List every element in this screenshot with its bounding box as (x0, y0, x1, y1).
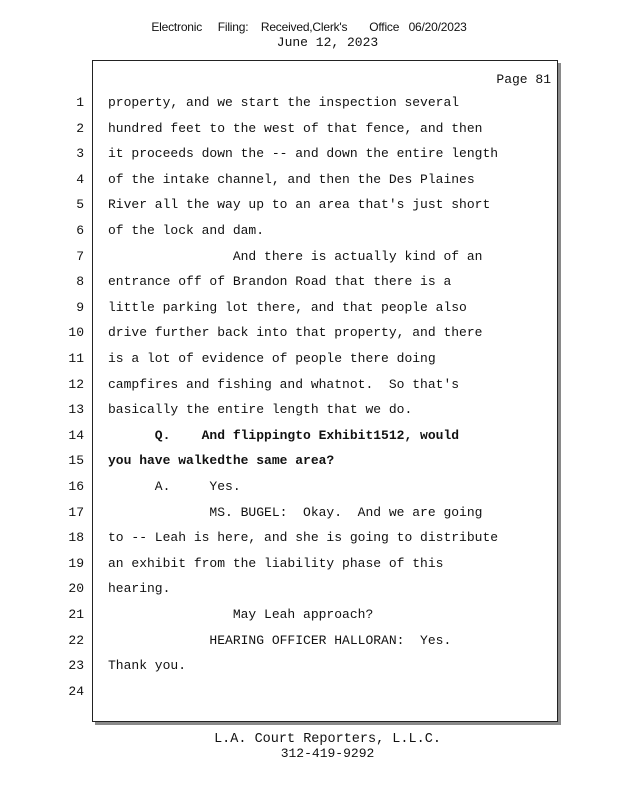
transcript-line: property, and we start the inspection several (108, 95, 460, 110)
line-number: 15 (68, 453, 84, 468)
transcript-line: drive further back into that property, and there (108, 325, 483, 340)
line-number: 24 (68, 684, 84, 699)
transcript-date: June 12, 2023 (276, 35, 379, 50)
line-number: 11 (68, 351, 84, 366)
line-number: 1 (76, 95, 84, 110)
transcript-line: hearing. (108, 581, 171, 596)
page-number: Page 81 (496, 72, 551, 87)
transcript-line: it proceeds down the -- and down the entire length (108, 146, 499, 161)
line-number: 21 (68, 607, 84, 622)
line-number: 13 (68, 402, 84, 417)
line-number: 2 (76, 121, 84, 136)
reporter-company: L.A. Court Reporters, L.L.C. (214, 732, 441, 747)
transcript-line: entrance off of Brandon Road that there is a (108, 274, 452, 289)
transcript-line: basically the entire length that we do. (108, 402, 413, 417)
transcript-line: campfires and fishing and whatnot. So that's (108, 377, 460, 392)
transcript-line: is a lot of evidence of people there doing (108, 351, 436, 366)
line-number: 5 (76, 197, 84, 212)
line-number: 9 (76, 300, 84, 315)
transcript-line: hundred feet to the west of that fence, and then (108, 121, 483, 136)
transcript-line: May Leah approach? (108, 607, 374, 622)
transcript-line: River all the way up to an area that's just short (108, 197, 491, 212)
filing-stamp: Electronic Filing: Received,Clerk's Office 06/20/2023 (151, 20, 467, 34)
transcript-line: of the intake channel, and then the Des Plaines (108, 172, 475, 187)
line-number: 10 (68, 325, 84, 340)
line-number: 6 (76, 223, 84, 238)
transcript-line: of the lock and dam. (108, 223, 265, 238)
transcript-line: Thank you. (108, 658, 187, 673)
transcript-line: A. Yes. (108, 479, 241, 494)
transcript-line: an exhibit from the liability phase of this (108, 556, 444, 571)
line-number: 20 (68, 581, 84, 596)
line-number: 19 (68, 556, 84, 571)
line-number: 14 (68, 428, 84, 443)
line-number: 17 (68, 505, 84, 520)
transcript-line: And there is actually kind of an (108, 249, 483, 264)
transcript-line: MS. BUGEL: Okay. And we are going (108, 505, 483, 520)
line-number: 23 (68, 658, 84, 673)
transcript-line: you have walkedthe same area? (108, 453, 335, 468)
transcript-line: little parking lot there, and that people also (108, 300, 467, 315)
line-number: 18 (68, 530, 84, 545)
transcript-line: Q. And flippingto Exhibit1512, would (108, 428, 460, 443)
line-number: 8 (76, 274, 84, 289)
line-number: 12 (68, 377, 84, 392)
transcript-line: to -- Leah is here, and she is going to distribute (108, 530, 499, 545)
line-number: 4 (76, 172, 84, 187)
line-number: 7 (76, 249, 84, 264)
line-number: 22 (68, 633, 84, 648)
reporter-phone: 312-419-9292 (280, 746, 375, 761)
line-number: 3 (76, 146, 84, 161)
line-number: 16 (68, 479, 84, 494)
transcript-line: HEARING OFFICER HALLORAN: Yes. (108, 633, 452, 648)
